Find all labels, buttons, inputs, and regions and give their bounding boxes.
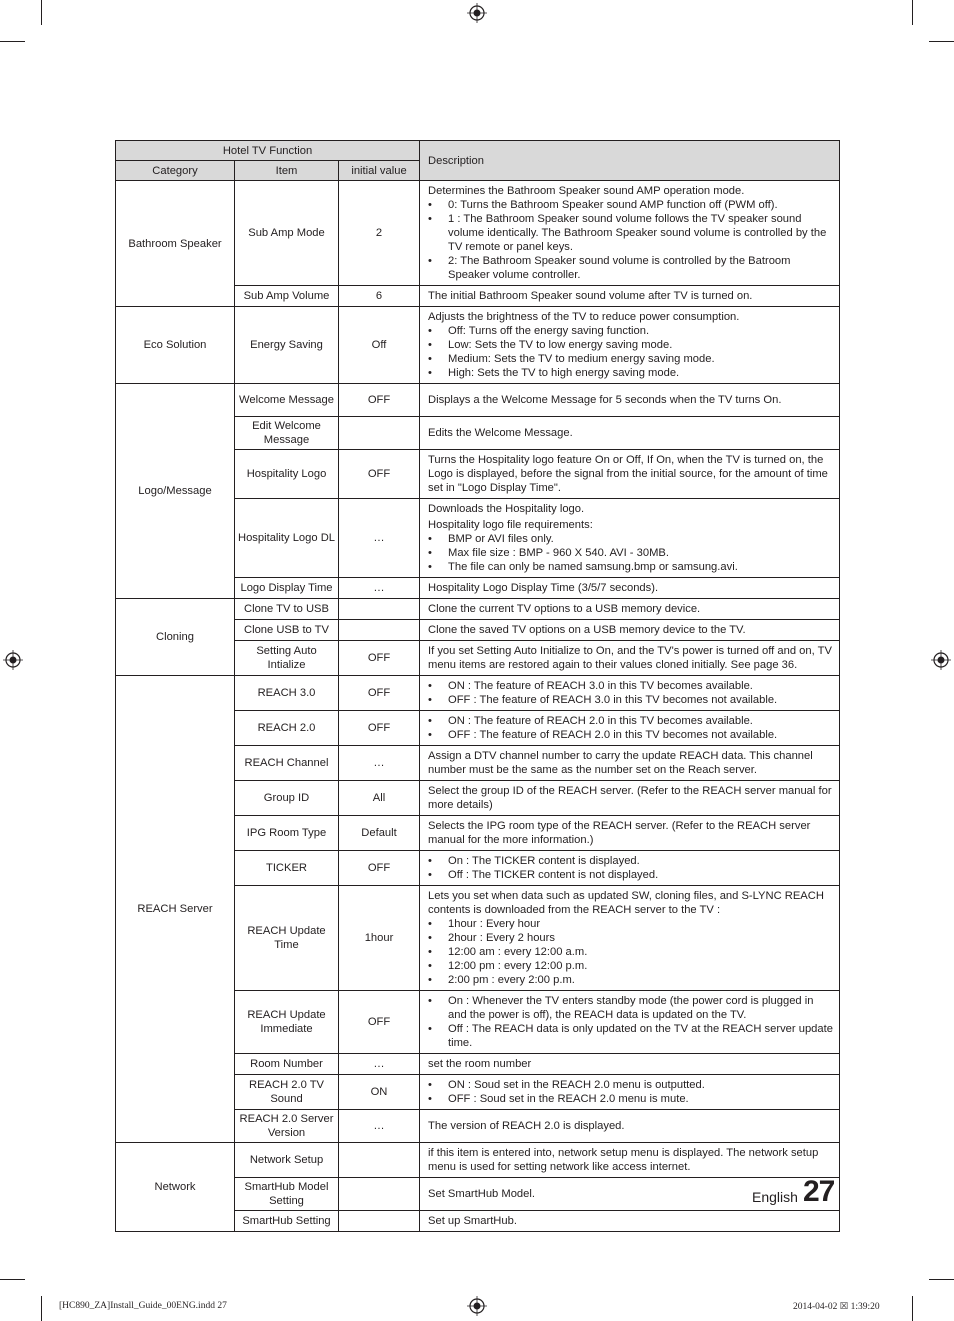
initial-value-cell: OFF bbox=[339, 991, 420, 1054]
description-cell bbox=[420, 450, 840, 499]
description-list bbox=[428, 532, 834, 574]
list-item: • ON : The feature of REACH 3.0 in this TV becomes available. bbox=[428, 679, 834, 693]
description-cell bbox=[420, 286, 840, 307]
description-cell bbox=[420, 991, 840, 1054]
description-list bbox=[428, 714, 834, 742]
item-cell: Edit Welcome Message bbox=[235, 417, 339, 450]
registration-mark-icon bbox=[3, 650, 23, 670]
crop-mark bbox=[929, 41, 954, 42]
list-item: • OFF : Soud set in the REACH 2.0 menu is mute. bbox=[428, 1092, 834, 1106]
description-list bbox=[428, 854, 834, 882]
description-cell bbox=[420, 1211, 840, 1232]
list-item: • 2hour : Every 2 hours bbox=[428, 931, 834, 945]
table-row bbox=[116, 307, 840, 384]
crop-mark bbox=[912, 1296, 913, 1321]
list-item: • 0: Turns the Bathroom Speaker sound AMP function off (PWM off). bbox=[428, 198, 834, 212]
description-text: Displays a the Welcome Message for 5 seconds when the TV turns On. bbox=[428, 394, 782, 406]
initial-value-cell: OFF bbox=[339, 450, 420, 499]
header-hotel-tv-function: Hotel TV Function bbox=[116, 141, 420, 161]
description-text: Edits the Welcome Message. bbox=[428, 427, 573, 439]
description-text: Determines the Bathroom Speaker sound AMP operation mode. bbox=[428, 185, 745, 197]
list-item: • The file can only be named samsung.bmp or samsung.avi. bbox=[428, 560, 834, 574]
initial-value-cell: OFF bbox=[339, 641, 420, 676]
list-item: • Low: Sets the TV to low energy saving mode. bbox=[428, 338, 834, 352]
item-cell: SmartHub Model Setting bbox=[235, 1178, 339, 1211]
list-item: • Off : The TICKER content is not displayed. bbox=[428, 868, 834, 882]
item-cell: IPG Room Type bbox=[235, 816, 339, 851]
list-item: • High: Sets the TV to high energy saving mode. bbox=[428, 366, 834, 380]
table-body bbox=[116, 181, 840, 1232]
description-cell bbox=[420, 816, 840, 851]
category-cell: Logo/Message bbox=[116, 384, 235, 599]
description-cell bbox=[420, 641, 840, 676]
footer-slug-date: 2014-04-02 ☒ 1:39:20 bbox=[793, 1302, 880, 1312]
description-cell bbox=[420, 1075, 840, 1110]
description-text: Hospitality logo file requirements: bbox=[428, 519, 593, 531]
list-item: • Off: Turns off the energy saving function. bbox=[428, 324, 834, 338]
category-cell: Cloning bbox=[116, 599, 235, 676]
item-cell: Energy Saving bbox=[235, 307, 339, 384]
description-cell bbox=[420, 181, 840, 286]
description-cell bbox=[420, 676, 840, 711]
list-item: • 12:00 am : every 12:00 a.m. bbox=[428, 945, 834, 959]
list-item: • ON : The feature of REACH 2.0 in this TV becomes available. bbox=[428, 714, 834, 728]
description-text: Hospitality Logo Display Time (3/5/7 seconds). bbox=[428, 582, 659, 594]
description-text: Downloads the Hospitality logo. bbox=[428, 503, 585, 515]
footer-language: English bbox=[752, 1189, 798, 1205]
initial-value-cell: OFF bbox=[339, 851, 420, 886]
description-text: Select the group ID of the REACH server. (Refer to the REACH server manual for more details) bbox=[428, 785, 832, 811]
description-text: Clone the current TV options to a USB memory device. bbox=[428, 603, 701, 615]
description-text: The initial Bathroom Speaker sound volume after TV is turned on. bbox=[428, 290, 753, 302]
description-text: The version of REACH 2.0 is displayed. bbox=[428, 1120, 625, 1132]
description-list bbox=[428, 679, 834, 707]
page-number: 27 bbox=[803, 1175, 835, 1208]
crop-mark bbox=[929, 1279, 954, 1280]
item-cell: REACH 3.0 bbox=[235, 676, 339, 711]
description-cell bbox=[420, 499, 840, 578]
description-text: Assign a DTV channel number to carry the update REACH data. This channel number must be the same as the number set on the Reach server. bbox=[428, 750, 813, 776]
description-text: Adjusts the brightness of the TV to reduce power consumption. bbox=[428, 311, 740, 323]
description-cell bbox=[420, 746, 840, 781]
description-cell bbox=[420, 384, 840, 417]
initial-value-cell: 6 bbox=[339, 286, 420, 307]
header-initial-value: initial value bbox=[339, 161, 420, 181]
description-text: Clone the saved TV options on a USB memory device to the TV. bbox=[428, 624, 746, 636]
description-cell bbox=[420, 1054, 840, 1075]
list-item: • 1 : The Bathroom Speaker sound volume follows the TV speaker sound volume identically. The Bathroom Speaker sound volume is controlled by the TV remote or panel keys. bbox=[428, 212, 834, 254]
description-cell bbox=[420, 711, 840, 746]
description-cell bbox=[420, 1143, 840, 1178]
list-item: • Off : The REACH data is only updated on the TV at the REACH server update time. bbox=[428, 1022, 834, 1050]
initial-value-cell: … bbox=[339, 1054, 420, 1075]
description-text: Selects the IPG room type of the REACH server. (Refer to the REACH server manual for the more information.) bbox=[428, 820, 811, 846]
initial-value-cell: OFF bbox=[339, 711, 420, 746]
initial-value-cell: … bbox=[339, 578, 420, 599]
list-item: • 12:00 pm : every 12:00 p.m. bbox=[428, 959, 834, 973]
description-cell bbox=[420, 599, 840, 620]
description-cell bbox=[420, 620, 840, 641]
item-cell: Sub Amp Mode bbox=[235, 181, 339, 286]
initial-value-cell: … bbox=[339, 1110, 420, 1143]
initial-value-cell: Default bbox=[339, 816, 420, 851]
category-cell: Bathroom Speaker bbox=[116, 181, 235, 307]
footer-slug-file: [HC890_ZA]Install_Guide_00ENG.indd 27 bbox=[59, 1301, 227, 1311]
initial-value-cell: Off bbox=[339, 307, 420, 384]
description-cell bbox=[420, 1110, 840, 1143]
description-list bbox=[428, 1078, 834, 1106]
hotel-tv-function-table bbox=[115, 140, 840, 1232]
item-cell: Setting Auto Intialize bbox=[235, 641, 339, 676]
item-cell: SmartHub Setting bbox=[235, 1211, 339, 1232]
description-text: set the room number bbox=[428, 1058, 532, 1070]
crop-mark bbox=[0, 1279, 25, 1280]
item-cell: Clone TV to USB bbox=[235, 599, 339, 620]
header-item: Item bbox=[235, 161, 339, 181]
item-cell: Hospitality Logo DL bbox=[235, 499, 339, 578]
initial-value-cell bbox=[339, 417, 420, 450]
description-cell bbox=[420, 307, 840, 384]
item-cell: REACH 2.0 Server Version bbox=[235, 1110, 339, 1143]
table-header-row bbox=[116, 141, 840, 161]
item-cell: Network Setup bbox=[235, 1143, 339, 1178]
list-item: • OFF : The feature of REACH 3.0 in this TV becomes not available. bbox=[428, 693, 834, 707]
table-row bbox=[116, 599, 840, 620]
initial-value-cell bbox=[339, 1143, 420, 1178]
item-cell: Group ID bbox=[235, 781, 339, 816]
table-row bbox=[116, 676, 840, 711]
initial-value-cell bbox=[339, 1211, 420, 1232]
initial-value-cell: All bbox=[339, 781, 420, 816]
initial-value-cell: OFF bbox=[339, 384, 420, 417]
initial-value-cell: OFF bbox=[339, 676, 420, 711]
header-category: Category bbox=[116, 161, 235, 181]
item-cell: REACH 2.0 bbox=[235, 711, 339, 746]
initial-value-cell: … bbox=[339, 746, 420, 781]
item-cell: Sub Amp Volume bbox=[235, 286, 339, 307]
initial-value-cell bbox=[339, 1178, 420, 1211]
list-item: • 1hour : Every hour bbox=[428, 917, 834, 931]
crop-mark bbox=[0, 41, 25, 42]
registration-mark-icon bbox=[467, 3, 487, 23]
list-item: • OFF : The feature of REACH 2.0 in this TV becomes not available. bbox=[428, 728, 834, 742]
crop-mark bbox=[41, 1296, 42, 1321]
list-item: • BMP or AVI files only. bbox=[428, 532, 834, 546]
category-cell: REACH Server bbox=[116, 676, 235, 1143]
description-cell bbox=[420, 417, 840, 450]
registration-mark-icon bbox=[467, 1296, 487, 1316]
initial-value-cell: 2 bbox=[339, 181, 420, 286]
initial-value-cell: ON bbox=[339, 1075, 420, 1110]
list-item: • Max file size : BMP - 960 X 540. AVI - 30MB. bbox=[428, 546, 834, 560]
list-item: • ON : Soud set in the REACH 2.0 menu is outputted. bbox=[428, 1078, 834, 1092]
header-description: Description bbox=[420, 141, 840, 181]
description-text: Set up SmartHub. bbox=[428, 1215, 517, 1227]
table-row bbox=[116, 384, 840, 417]
description-text: Lets you set when data such as updated SW, cloning files, and S-LYNC REACH contents is downloaded from the REACH server to the TV : bbox=[428, 890, 824, 916]
description-cell bbox=[420, 578, 840, 599]
item-cell: Clone USB to TV bbox=[235, 620, 339, 641]
description-list bbox=[428, 324, 834, 380]
description-list bbox=[428, 994, 834, 1050]
description-cell bbox=[420, 851, 840, 886]
list-item: • On : The TICKER content is displayed. bbox=[428, 854, 834, 868]
description-text: If you set Setting Auto Initialize to On, and the TV's power is turned off and on, TV menu items are restored again to their values cloned initially. See page 36. bbox=[428, 645, 832, 671]
crop-mark bbox=[912, 0, 913, 25]
item-cell: REACH Channel bbox=[235, 746, 339, 781]
item-cell: REACH Update Time bbox=[235, 886, 339, 991]
list-item: • Medium: Sets the TV to medium energy saving mode. bbox=[428, 352, 834, 366]
initial-value-cell: 1hour bbox=[339, 886, 420, 991]
category-cell: Network bbox=[116, 1143, 235, 1232]
crop-mark bbox=[41, 0, 42, 25]
item-cell: Logo Display Time bbox=[235, 578, 339, 599]
description-cell bbox=[420, 886, 840, 991]
description-cell bbox=[420, 781, 840, 816]
list-item: • 2:00 pm : every 2:00 p.m. bbox=[428, 973, 834, 987]
description-text: Turns the Hospitality logo feature On or Off, If On, when the TV is turned on, the Logo is displayed, before the signal from the initial source, for the amount of time set in "Logo Display Time". bbox=[428, 454, 828, 494]
list-item: • 2: The Bathroom Speaker sound volume is controlled by the Batroom Speaker volume controller. bbox=[428, 254, 834, 282]
description-text: if this item is entered into, network setup menu is displayed. The network setup menu is used for setting network like access internet. bbox=[428, 1147, 819, 1173]
description-list bbox=[428, 917, 834, 987]
item-cell: Welcome Message bbox=[235, 384, 339, 417]
registration-mark-icon bbox=[931, 650, 951, 670]
category-cell: Eco Solution bbox=[116, 307, 235, 384]
item-cell: REACH Update Immediate bbox=[235, 991, 339, 1054]
initial-value-cell bbox=[339, 620, 420, 641]
item-cell: Room Number bbox=[235, 1054, 339, 1075]
table-row bbox=[116, 181, 840, 286]
table-row bbox=[116, 1143, 840, 1178]
item-cell: TICKER bbox=[235, 851, 339, 886]
list-item: • On : Whenever the TV enters standby mode (the power cord is plugged in and the power is off), the REACH data is updated on the TV. bbox=[428, 994, 834, 1022]
description-list bbox=[428, 198, 834, 282]
initial-value-cell: … bbox=[339, 499, 420, 578]
initial-value-cell bbox=[339, 599, 420, 620]
description-text: Set SmartHub Model. bbox=[428, 1188, 535, 1200]
item-cell: REACH 2.0 TV Sound bbox=[235, 1075, 339, 1110]
item-cell: Hospitality Logo bbox=[235, 450, 339, 499]
